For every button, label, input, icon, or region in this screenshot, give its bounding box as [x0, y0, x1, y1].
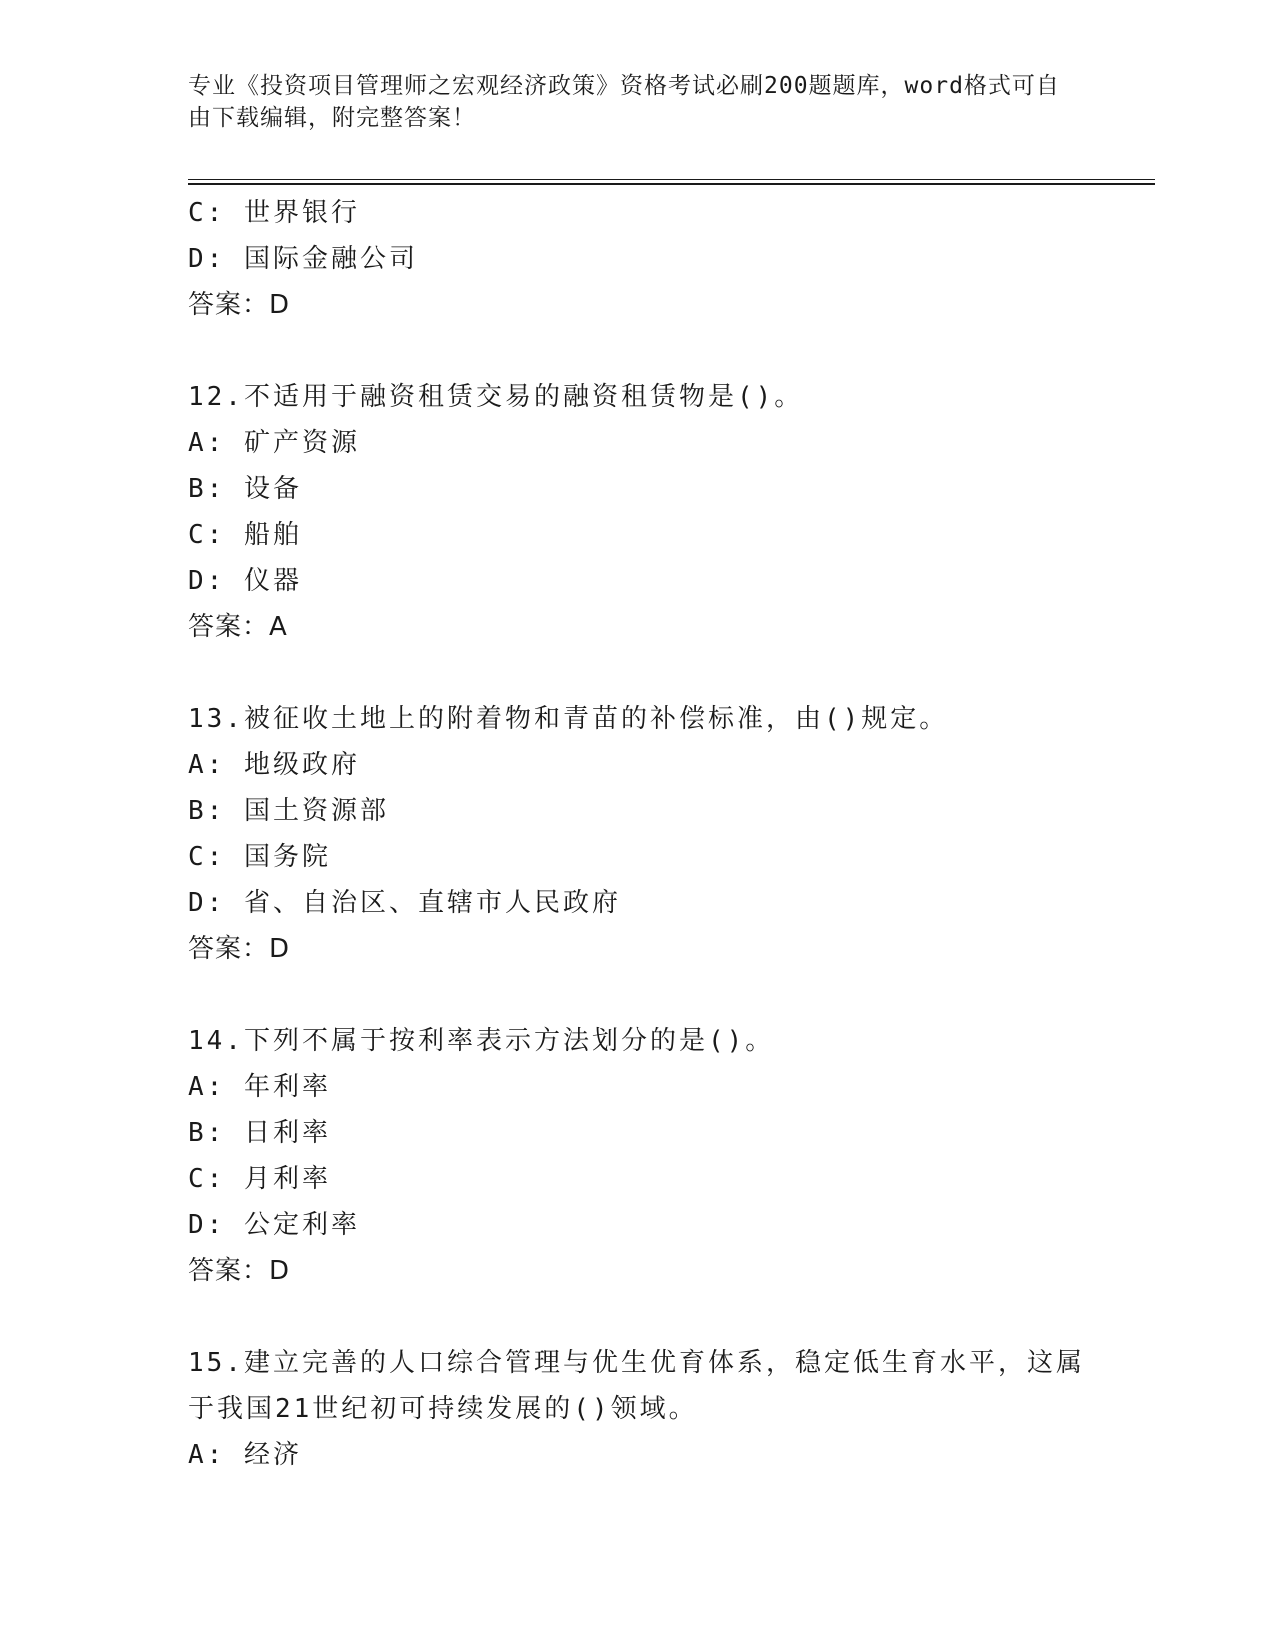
question-stem: 14.下列不属于按利率表示方法划分的是()。	[188, 1026, 775, 1056]
option-d: D: 公定利率	[188, 1210, 360, 1240]
option-b: B: 国土资源部	[188, 796, 389, 826]
question-list	[188, 190, 1108, 1478]
option-a: A: 经济	[188, 1440, 302, 1470]
header-divider-thick	[188, 183, 1155, 185]
option-c: C: 月利率	[188, 1164, 331, 1194]
option-a: A: 矿产资源	[188, 428, 360, 458]
question-stem-line-2: 于我国21世纪初可持续发展的()领域。	[188, 1394, 698, 1424]
option-a: A: 年利率	[188, 1072, 331, 1102]
option-c: C: 船舶	[188, 520, 302, 550]
question-stem: 13.被征收土地上的附着物和青苗的补偿标准，由()规定。	[188, 704, 949, 734]
option-c: C: 国务院	[188, 842, 331, 872]
answer-line: 答案：D	[188, 290, 291, 320]
question-block-15	[188, 1340, 1108, 1478]
question-block-12	[188, 374, 1108, 650]
question-block-14	[188, 1018, 1108, 1294]
answer-line: 答案：D	[188, 934, 291, 964]
answer-line: 答案：D	[188, 1256, 291, 1286]
header-divider-thin	[188, 179, 1155, 180]
option-d: D: 仪器	[188, 566, 302, 596]
option-d: D: 国际金融公司	[188, 244, 418, 274]
question-stem-line-1: 15.建立完善的人口综合管理与优生优育体系，稳定低生育水平，这属	[188, 1348, 1085, 1378]
answer-line: 答案：A	[188, 612, 288, 642]
question-block-prev	[188, 190, 1108, 328]
question-block-13	[188, 696, 1108, 972]
document-header	[188, 70, 1068, 134]
option-b: B: 日利率	[188, 1118, 331, 1148]
option-b: B: 设备	[188, 474, 302, 504]
option-a: A: 地级政府	[188, 750, 360, 780]
question-stem: 12.不适用于融资租赁交易的融资租赁物是()。	[188, 382, 804, 412]
option-c: C: 世界银行	[188, 198, 360, 228]
document-title: 专业《投资项目管理师之宏观经济政策》资格考试必刷200题题库，word格式可自由下载编辑，附完整答案！	[188, 73, 1060, 131]
option-d: D: 省、自治区、直辖市人民政府	[188, 888, 621, 918]
